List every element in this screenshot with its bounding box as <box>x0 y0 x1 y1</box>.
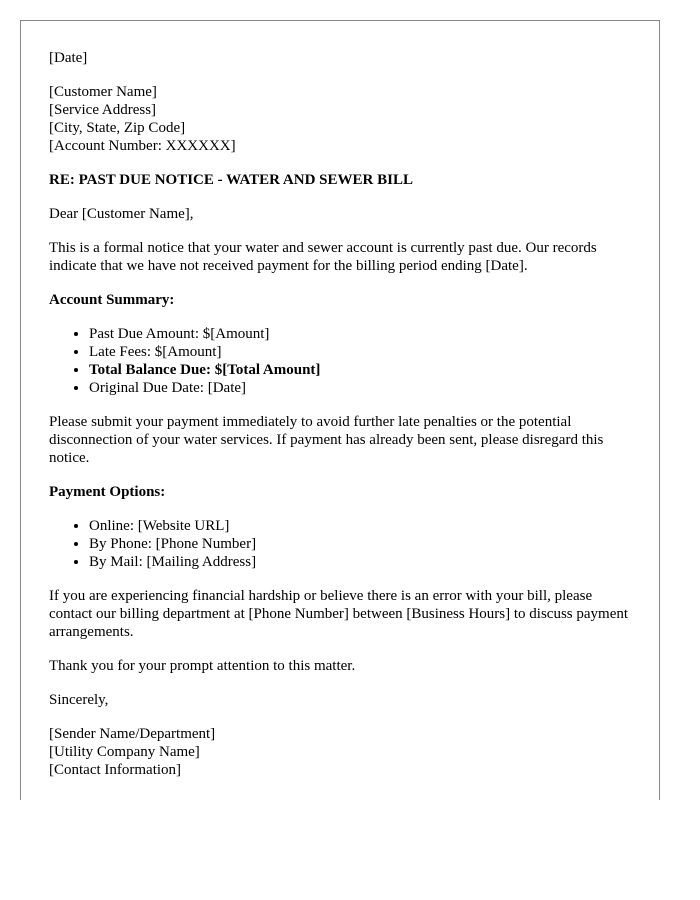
account-summary-heading: Account Summary: <box>49 292 175 308</box>
letter-content <box>49 49 639 779</box>
payment-phone: • By Phone: [Phone Number] <box>89 535 639 553</box>
payment-mail: • By Mail: [Mailing Address] <box>89 553 639 571</box>
signature-block <box>49 725 639 779</box>
recipient-block <box>49 83 639 155</box>
payment-online: • Online: [Website URL] <box>89 517 639 535</box>
letter-page <box>20 20 660 800</box>
summary-total-balance: • Total Balance Due: $[Total Amount] <box>89 361 639 379</box>
thanks-paragraph: Thank you for your prompt attention to this matter. <box>49 658 356 674</box>
signature-sender: [Sender Name/Department] <box>49 726 216 742</box>
salutation: Dear [Customer Name], <box>49 206 194 222</box>
signature-company: [Utility Company Name] <box>49 744 200 760</box>
summary-past-due: • Past Due Amount: $[Amount] <box>89 325 639 343</box>
recipient-account: [Account Number: XXXXXX] <box>49 138 236 154</box>
subject-line: RE: PAST DUE NOTICE - WATER AND SEWER BILL <box>49 172 413 188</box>
account-summary-list <box>49 325 639 397</box>
payment-options-heading: Payment Options: <box>49 484 166 500</box>
recipient-city: [City, State, Zip Code] <box>49 120 186 136</box>
recipient-address: [Service Address] <box>49 102 157 118</box>
summary-original-due-date: • Original Due Date: [Date] <box>89 379 639 397</box>
intro-paragraph: This is a formal notice that your water and sewer account is currently past due. Our records indicate that we have not received payment for the billing period ending [Date]. <box>49 240 597 274</box>
letter-date: [Date] <box>49 50 88 66</box>
payment-options-list <box>49 517 639 571</box>
summary-late-fees: • Late Fees: $[Amount] <box>89 343 639 361</box>
closing: Sincerely, <box>49 692 109 708</box>
recipient-name: [Customer Name] <box>49 84 157 100</box>
hardship-paragraph: If you are experiencing financial hardship or believe there is an error with your bill, please contact our billing department at [Phone Number] between [Business Hours] to discuss payment arrangements. <box>49 588 629 640</box>
signature-contact: [Contact Information] <box>49 762 182 778</box>
payment-request-paragraph: Please submit your payment immediately to avoid further late penalties or the potential disconnection of your water services. If payment has already been sent, please disregard this notice. <box>49 414 604 466</box>
